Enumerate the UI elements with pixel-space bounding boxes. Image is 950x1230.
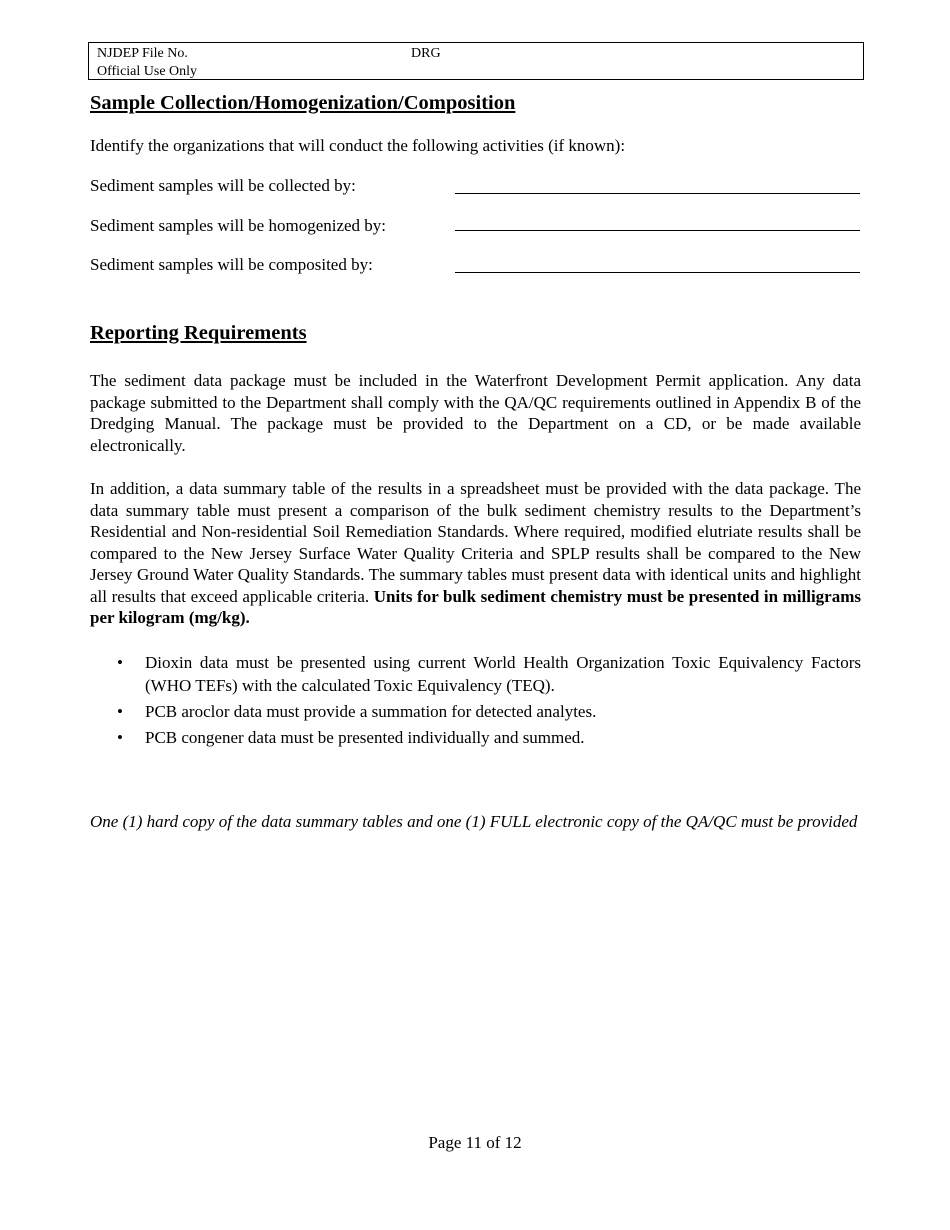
homogenized-by-label: Sediment samples will be homogenized by: <box>90 216 387 235</box>
page-number: Page 11 of 12 <box>428 1133 522 1152</box>
file-code: DRG <box>411 46 441 61</box>
bullet-icon: • <box>117 653 123 672</box>
intro-text: Identify the organizations that will conduct the following activities (if known): <box>90 136 626 155</box>
section-title-reporting: Reporting Requirements <box>90 322 307 344</box>
collected-by-label: Sediment samples will be collected by: <box>90 176 356 195</box>
composited-by-label: Sediment samples will be composited by: <box>90 255 373 274</box>
bullet-icon: • <box>117 728 123 747</box>
bullet-icon: • <box>117 702 123 721</box>
units-requirement: Units for bulk sediment chemistry must be presented in milligrams per kilogram (mg/kg). <box>90 586 862 627</box>
composited-by-field[interactable] <box>455 272 860 273</box>
section-title-sample-collection: Sample Collection/Homogenization/Composition <box>90 92 516 114</box>
collected-by-field[interactable] <box>455 193 860 194</box>
reporting-paragraph-1: The sediment data package must be included in the Waterfront Development Permit application. Any data package submitted to the Department shall comply with the QA/QC requirements outlined in Appendix B of the Dredging Manual. The package must be provided to the Department on a CD, or be made available electronically. <box>90 371 861 455</box>
list-item-text: Dioxin data must be presented using current World Health Organization Toxic Equivalency Factors (WHO TEFs) with the calculated Toxic Equivalency (TEQ). <box>145 653 861 695</box>
list-item <box>90 651 861 697</box>
header-box <box>88 42 864 80</box>
list-item-text: PCB aroclor data must provide a summation for detected analytes. <box>145 702 597 721</box>
file-no-label: NJDEP File No. <box>97 46 188 61</box>
reporting-paragraph-2 <box>90 478 861 629</box>
requirements-list <box>90 651 861 752</box>
official-use-label: Official Use Only <box>97 64 198 79</box>
copy-note: One (1) hard copy of the data summary tables and one (1) FULL electronic copy of the QA/QC must be provided <box>90 812 858 831</box>
list-item <box>90 700 861 723</box>
list-item-text: PCB congener data must be presented individually and summed. <box>145 728 585 747</box>
list-item <box>90 726 861 749</box>
reporting-paragraph-2-text: In addition, a data summary table of the results in a spreadsheet must be provided with the data package. The data summary table must present a comparison of the bulk sediment chemistry results to the Department’s Residential and Non-residential Soil Remediation Standards. Where required, modified elutriate results shall be compared to the New Jersey Surface Water Quality Criteria and SPLP results shall be compared to the New Jersey Ground Water Quality Standards. The summary tables must present data with identical units and highlight all results that exceed applicable criteria. <box>90 479 861 606</box>
homogenized-by-field[interactable] <box>455 230 860 231</box>
